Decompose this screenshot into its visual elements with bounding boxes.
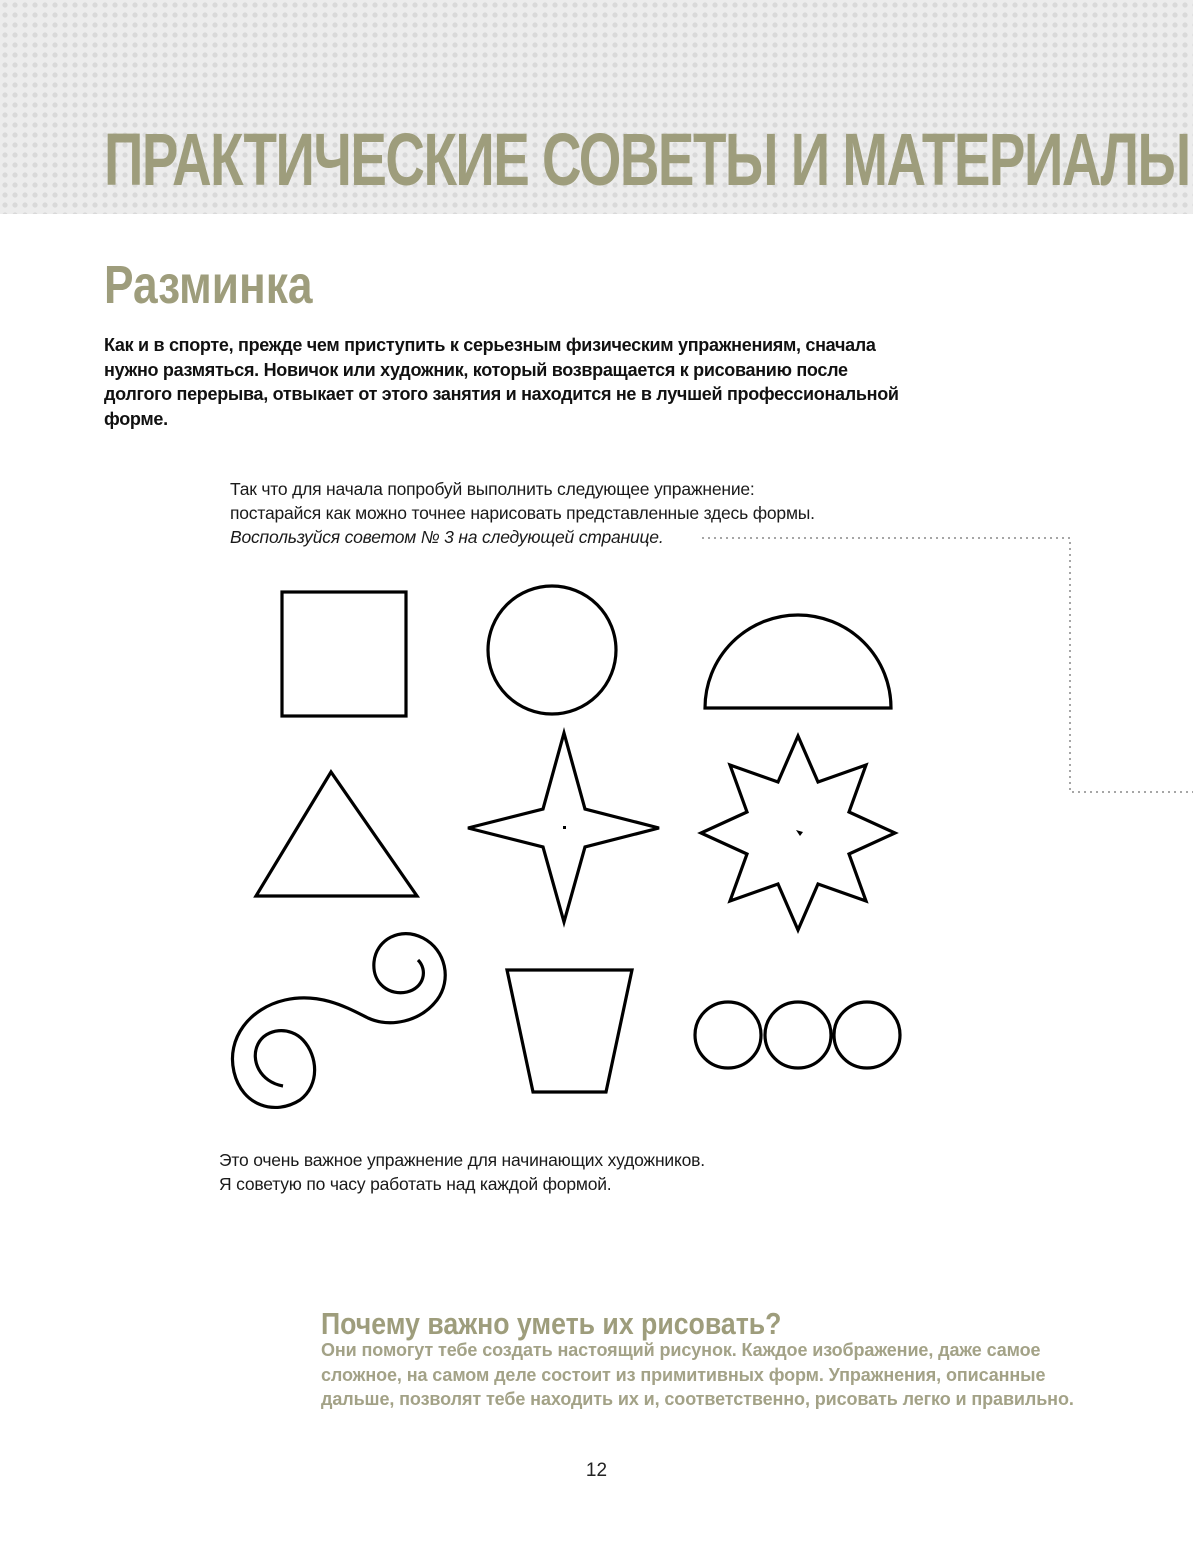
small-circle-shape bbox=[765, 1002, 831, 1068]
exercise-line: постарайся как можно точнее нарисовать представленные здесь формы. bbox=[230, 503, 815, 523]
note-paragraph bbox=[219, 1148, 705, 1196]
star-center-mark bbox=[563, 826, 566, 829]
small-circle-shape bbox=[834, 1002, 900, 1068]
trapezoid-shape bbox=[507, 970, 632, 1092]
circle-shape bbox=[488, 586, 616, 714]
page-number: 12 bbox=[585, 1460, 608, 1481]
why-line: Они помогут тебе создать настоящий рисунок. Каждое изображение, даже самое bbox=[321, 1340, 1041, 1360]
intro-line: Как и в спорте, прежде чем приступить к серьезным физическим упражнениям, сначала bbox=[104, 335, 876, 355]
why-line: дальше, позволят тебе находить их и, соответственно, рисовать легко и правильно. bbox=[321, 1389, 1074, 1409]
intro-line: нужно размяться. Новичок или художник, который возвращается к рисованию после bbox=[104, 359, 848, 380]
triangle-shape bbox=[256, 772, 417, 896]
intro-line: долгого перерыва, отвыкает от этого занятия и находится не в лучшей профессиональной bbox=[104, 384, 899, 404]
square-shape bbox=[282, 592, 406, 716]
note-line: Я советую по часу работать над каждой формой. bbox=[219, 1174, 612, 1194]
small-circle-shape bbox=[695, 1002, 761, 1068]
why-paragraph bbox=[321, 1338, 1074, 1412]
section-title: Разминка bbox=[104, 255, 313, 315]
page-title: ПРАКТИЧЕСКИЕ СОВЕТЫ И МАТЕРИАЛЫ bbox=[104, 118, 1190, 201]
note-line: Это очень важное упражнение для начинающих художников. bbox=[219, 1150, 705, 1170]
why-line: сложное, на самом деле состоит из примитивных форм. Упражнения, описанные bbox=[321, 1364, 1046, 1385]
dotted-connector bbox=[702, 538, 1193, 792]
exercise-tip: Воспользуйся советом № 3 на следующей странице. bbox=[230, 527, 664, 547]
star-center-mark bbox=[796, 830, 803, 836]
exercise-line: Так что для начала попробуй выполнить следующее упражнение: bbox=[230, 479, 755, 499]
why-heading: Почему важно уметь их рисовать? bbox=[321, 1306, 782, 1341]
spiral-curl-shape bbox=[232, 934, 445, 1108]
intro-line: форме. bbox=[104, 408, 168, 429]
semicircle-shape bbox=[705, 615, 891, 708]
